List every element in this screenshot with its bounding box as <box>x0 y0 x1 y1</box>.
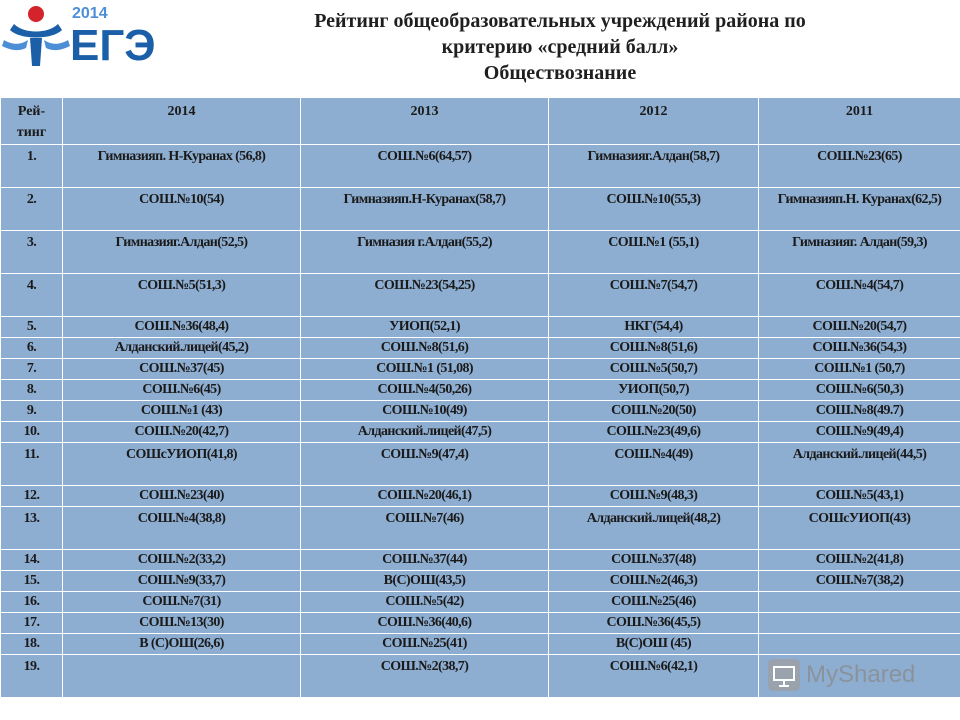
header-year: 2011 <box>759 98 960 145</box>
table-row <box>1 486 960 507</box>
table-header-row <box>1 98 960 145</box>
presentation-icon <box>768 659 800 691</box>
table-row <box>1 274 960 317</box>
rank-cell: 3. <box>1 231 63 274</box>
logo-text: ЕГЭ <box>70 21 156 70</box>
school-cell: СОШ.№37(48) <box>549 550 759 571</box>
table-row <box>1 507 960 550</box>
rank-cell: 13. <box>1 507 63 550</box>
school-cell: Гимназияг. Алдан(59,3) <box>759 231 960 274</box>
school-cell: СОШ.№4(54,7) <box>759 274 960 317</box>
school-cell: СОШ.№8(51,6) <box>549 338 759 359</box>
table-row <box>1 443 960 486</box>
rank-cell: 8. <box>1 380 63 401</box>
school-cell: СОШ.№37(45) <box>63 359 301 380</box>
school-cell: СОШ.№4(49) <box>549 443 759 486</box>
school-cell: СОШ.№2(41,8) <box>759 550 960 571</box>
rank-cell: 6. <box>1 338 63 359</box>
school-cell: СОШ.№1 (55,1) <box>549 231 759 274</box>
school-cell: Гимназияп. Н-Куранах (56,8) <box>63 145 301 188</box>
title-line-1: Рейтинг общеобразовательных учреждений района по <box>314 10 806 32</box>
rank-cell: 11. <box>1 443 63 486</box>
rank-cell: 5. <box>1 317 63 338</box>
school-cell: СОШ.№20(50) <box>549 401 759 422</box>
school-cell: Гимназияп.Н-Куранах(58,7) <box>301 188 549 231</box>
school-cell: УИОП(50,7) <box>549 380 759 401</box>
school-cell: Гимназияг.Алдан(52,5) <box>63 231 301 274</box>
school-cell: СОШ.№6(50,3) <box>759 380 960 401</box>
table-row <box>1 145 960 188</box>
school-cell: СОШ.№7(54,7) <box>549 274 759 317</box>
school-cell: СОШ.№20(54,7) <box>759 317 960 338</box>
school-cell: УИОП(52,1) <box>301 317 549 338</box>
school-cell: СОШ.№9(33,7) <box>63 571 301 592</box>
table-row <box>1 317 960 338</box>
school-cell: СОШ.№2(46,3) <box>549 571 759 592</box>
school-cell: СОШ.№36(54,3) <box>759 338 960 359</box>
school-cell: СОШ.№6(64,57) <box>301 145 549 188</box>
header-year: 2014 <box>63 98 301 145</box>
school-cell: СОШ.№25(46) <box>549 592 759 613</box>
rank-cell: 12. <box>1 486 63 507</box>
school-cell: СОШ.№13(30) <box>63 613 301 634</box>
table-body <box>1 145 960 698</box>
school-cell: СОШ.№36(48,4) <box>63 317 301 338</box>
table-row <box>1 380 960 401</box>
header-rank: Рей- тинг <box>1 98 63 145</box>
school-cell: СОШ.№9(47,4) <box>301 443 549 486</box>
school-cell: СОШсУИОП(43) <box>759 507 960 550</box>
table-row <box>1 571 960 592</box>
school-cell: СОШ.№4(38,8) <box>63 507 301 550</box>
school-cell: СОШ.№2(33,2) <box>63 550 301 571</box>
rank-cell: 18. <box>1 634 63 655</box>
watermark-text: MyShared <box>806 661 916 688</box>
school-cell: Гимназияп.Н. Куранах(62,5) <box>759 188 960 231</box>
table-row <box>1 550 960 571</box>
school-cell: СОШ.№1 (51,08) <box>301 359 549 380</box>
school-cell: СОШ.№10(49) <box>301 401 549 422</box>
table-row <box>1 613 960 634</box>
table-row <box>1 231 960 274</box>
rank-cell: 19. <box>1 655 63 698</box>
school-cell: СОШ.№2(38,7) <box>301 655 549 698</box>
rank-cell: 4. <box>1 274 63 317</box>
school-cell: Гимназия г.Алдан(55,2) <box>301 231 549 274</box>
school-cell: СОШ.№23(54,25) <box>301 274 549 317</box>
school-cell: СОШ.№37(44) <box>301 550 549 571</box>
school-cell: В (С)ОШ(26,6) <box>63 634 301 655</box>
school-cell: Алданский.лицей(44,5) <box>759 443 960 486</box>
myshared-watermark <box>768 655 958 695</box>
school-cell: СОШ.№5(51,3) <box>63 274 301 317</box>
school-cell: СОШ.№9(49,4) <box>759 422 960 443</box>
school-cell: СОШ.№9(48,3) <box>549 486 759 507</box>
school-cell: СОШ.№1 (43) <box>63 401 301 422</box>
title-line-3: Обществознание <box>483 62 637 84</box>
school-cell: В(С)ОШ (45) <box>549 634 759 655</box>
school-cell: СОШ.№1 (50,7) <box>759 359 960 380</box>
school-cell: СОШ.№6(45) <box>63 380 301 401</box>
school-cell <box>63 655 301 698</box>
school-cell <box>759 634 960 655</box>
school-cell: В(С)ОШ(43,5) <box>301 571 549 592</box>
table-row <box>1 359 960 380</box>
school-cell: СОШ.№8(49.7) <box>759 401 960 422</box>
school-cell: СОШ.№4(50,26) <box>301 380 549 401</box>
logo-year: 2014 <box>72 5 108 22</box>
table-row <box>1 401 960 422</box>
rank-cell: 2. <box>1 188 63 231</box>
school-cell: СОШ.№10(54) <box>63 188 301 231</box>
school-cell: СОШ.№7(31) <box>63 592 301 613</box>
school-cell: Алданский.лицей(45,2) <box>63 338 301 359</box>
rank-cell: 7. <box>1 359 63 380</box>
rank-cell: 14. <box>1 550 63 571</box>
rank-cell: 16. <box>1 592 63 613</box>
school-cell: СОШсУИОП(41,8) <box>63 443 301 486</box>
school-cell <box>759 592 960 613</box>
school-cell: СОШ.№20(42,7) <box>63 422 301 443</box>
ege-logo <box>0 0 165 80</box>
school-cell: СОШ.№7(38,2) <box>759 571 960 592</box>
header-year: 2012 <box>549 98 759 145</box>
school-cell: СОШ.№36(45,5) <box>549 613 759 634</box>
school-cell: СОШ.№8(51,6) <box>301 338 549 359</box>
table-row <box>1 634 960 655</box>
school-cell: СОШ.№36(40,6) <box>301 613 549 634</box>
title-line-2: критерию «средний балл» <box>441 36 679 58</box>
school-cell: СОШ.№6(42,1) <box>549 655 759 698</box>
school-cell: СОШ.№10(55,3) <box>549 188 759 231</box>
school-cell: СОШ.№5(50,7) <box>549 359 759 380</box>
school-cell: Алданский.лицей(47,5) <box>301 422 549 443</box>
table-row <box>1 422 960 443</box>
school-cell: СОШ.№23(65) <box>759 145 960 188</box>
school-cell: СОШ.№25(41) <box>301 634 549 655</box>
table-row <box>1 338 960 359</box>
header-year: 2013 <box>301 98 549 145</box>
rank-cell: 10. <box>1 422 63 443</box>
page-title <box>200 8 920 86</box>
rank-cell: 15. <box>1 571 63 592</box>
table-row <box>1 188 960 231</box>
school-cell: СОШ.№20(46,1) <box>301 486 549 507</box>
school-cell: СОШ.№5(43,1) <box>759 486 960 507</box>
school-cell: Гимназияг.Алдан(58,7) <box>549 145 759 188</box>
rank-cell: 9. <box>1 401 63 422</box>
school-cell: СОШ.№23(49,6) <box>549 422 759 443</box>
school-cell <box>759 613 960 634</box>
rank-cell: 1. <box>1 145 63 188</box>
school-cell: СОШ.№7(46) <box>301 507 549 550</box>
school-cell: Алданский.лицей(48,2) <box>549 507 759 550</box>
rating-table <box>0 97 960 698</box>
school-cell: НКГ(54,4) <box>549 317 759 338</box>
table-row <box>1 592 960 613</box>
rank-cell: 17. <box>1 613 63 634</box>
school-cell: СОШ.№23(40) <box>63 486 301 507</box>
school-cell: СОШ.№5(42) <box>301 592 549 613</box>
